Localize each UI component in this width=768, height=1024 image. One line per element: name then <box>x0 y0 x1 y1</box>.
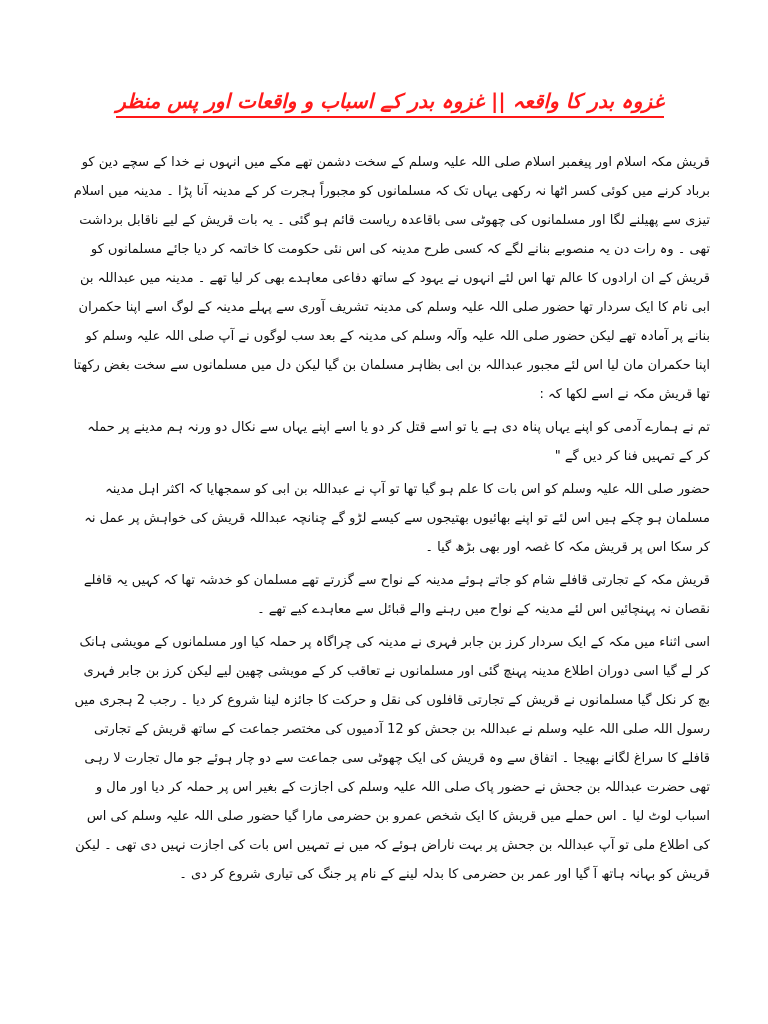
document-body <box>70 148 710 889</box>
document-title: غزوہ بدر کا واقعہ || غزوہ بدر کے اسباب و واقعات اور پس منظر <box>116 88 664 118</box>
paragraph-intro: قریش مکہ اسلام اور پیغمبر اسلام صلی اللہ علیہ وسلم کے سخت دشمن تھے مکے میں انہوں نے خدا کے سچے دین کو برباد کرنے میں کوئی کسر اٹھا نہ رکھی یہاں تک کہ مسلمانوں کو مجبوراً ہجرت کر کے مدینہ آنا پڑا ۔ مدینہ میں اسلام تیزی سے پھیلنے لگا اور مسلمانوں کی چھوٹی سی باقاعدہ ریاست قائم ہو گئی ۔ یہ بات قریش کے لیے ناقابل برداشت تھی ۔ وہ رات دن یہ منصوبے بنانے لگے کہ کسی طرح مدینہ کی اس نئی حکومت کا خاتمہ کر دیا جائے مسلمانوں کو قریش کے ان ارادوں کا عالم تھا اس لئے انہوں نے یہود کے ساتھ دفاعی معاہدے بھی کر لیا تھے ۔ مدینہ میں عبداللہ بن ابی نام کا ایک سردار تھا حضور صلی اللہ علیہ وسلم کی مدینہ تشریف آوری سے پہلے مدینہ کے لوگ اسے اپنا حکمران بنانے پر آمادہ تھے لیکن حضور صلی اللہ علیہ وآلہ وسلم کی مدینہ کے بعد سب لوگوں نے آپ صلی اللہ علیہ وسلم کو اپنا حکمران مان لیا اس لئے مجبور عبداللہ بن ابی بظاہر مسلمان بن گیا لیکن دل میں مسلمانوں سے سخت بغض رکھتا تھا قریش مکہ نے اسے لکھا کہ : <box>73 155 710 402</box>
title-wrapper <box>70 88 710 118</box>
paragraph-quraysh-letter: تم نے ہمارے آدمی کو اپنے یہاں پناہ دی ہے یا تو اسے قتل کر دو یا اسے اپنے یہاں سے نکال دو ورنہ ہم مدینے پر حملہ کر کے تمہیں فنا کر دیں گے " <box>87 420 710 464</box>
paragraph-trade-caravans: قریش مکہ کے تجارتی قافلے شام کو جاتے ہوئے مدینہ کے نواح سے گزرتے تھے مسلمان کو خدشہ تھا کہ کہیں یہ قافلے نقصان نہ پہنچائیں اس لئے مدینہ کے نواح میں رہنے والے قبائل سے معاہدے کیے تھے ۔ <box>83 573 710 617</box>
paragraph-raid-and-war: اسی اثناء میں مکہ کے ایک سردار کرز بن جابر فہری نے مدینہ کی چراگاہ پر حملہ کیا اور مسلمانوں کے مویشی ہانک کر لے گیا اسی دوران اطلاع مدینہ پہنچ گئی اور مسلمانوں نے تعاقب کر کے مویشی چھین لیے لیکن کرز بن جابر فہری بچ کر نکل گیا مسلمانوں نے قریش کے تجارتی قافلوں کی نقل و حرکت کا جائزہ لینا شروع کر دیا ۔ رجب 2 ہجری میں رسول اللہ صلی اللہ علیہ وسلم نے عبداللہ بن جحش کو 12 آدمیوں کی مختصر جماعت کے ساتھ قریش کے تجارتی قافلے کا سراغ لگانے بھیجا ۔ اتفاق سے وہ قریش کی ایک چھوٹی سی جماعت سے دو چار ہوئے جو مال تجارت لا رہی تھی حضرت عبداللہ بن جحش نے حضور پاک صلی اللہ علیہ وسلم کی اجازت کے بغیر اس پر حملہ کر دیا اور مال و اسباب لوٹ لیا ۔ اس حملے میں قریش کا ایک شخص عمرو بن حضرمی مارا گیا حضور صلی اللہ علیہ وسلم کی اس کی اطلاع ملی تو آپ عبداللہ بن جحش پر بہت ناراض ہوئے کہ میں نے تمہیں اس بات کی اجازت نہیں دی تھی ۔ لیکن قریش کو بہانہ ہاتھ آ گیا اور عمر بن حضرمی کا بدلہ لینے کے نام پر جنگ کی تیاری شروع کر دی ۔ <box>74 635 710 882</box>
document-page <box>70 88 710 889</box>
paragraph-prophet-advice: حضور صلی اللہ علیہ وسلم کو اس بات کا علم ہو گیا تھا تو آپ نے عبداللہ بن ابی کو سمجھایا کہ اکثر اہل مدینہ مسلمان ہو چکے ہیں اس لئے تو اپنے بھائیوں بھتیجوں سے کیسے لڑو گے چنانچہ عبداللہ قریش کی خواہش پر عمل نہ کر سکا اس پر قریش مکہ کا غصہ اور بھی بڑھ گیا ۔ <box>84 482 710 555</box>
